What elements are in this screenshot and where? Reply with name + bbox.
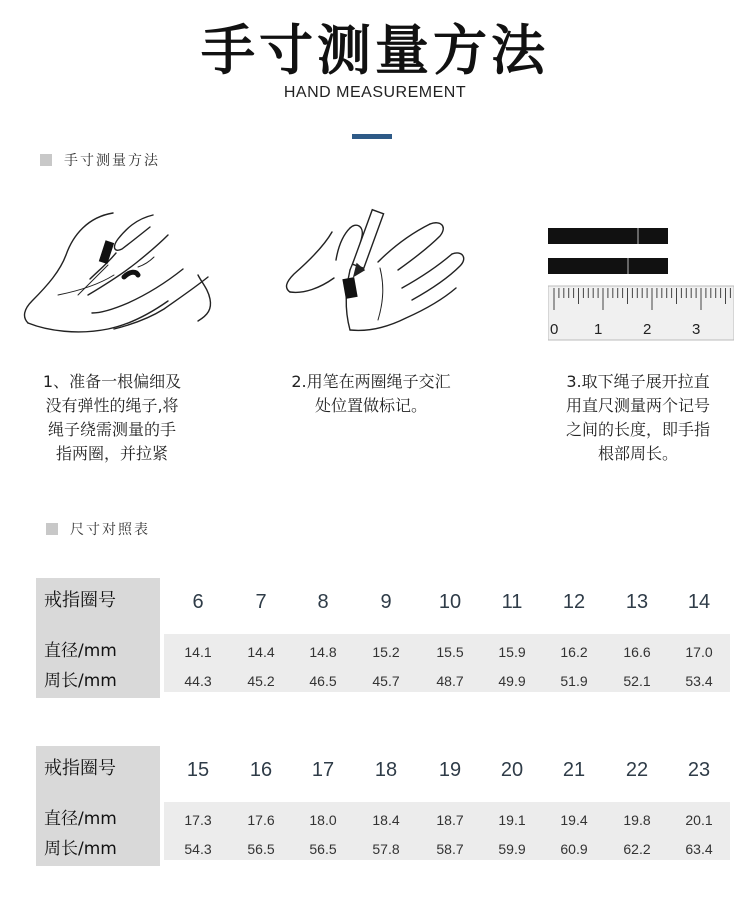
- ruler-illustration: [548, 222, 734, 342]
- circumference-cell: 56.5: [309, 841, 337, 857]
- diameter-cell: 14.1: [184, 644, 212, 660]
- circumference-cell: 52.1: [623, 673, 651, 689]
- circumference-cell: 44.3: [184, 673, 212, 689]
- step-line: 3.取下绳子展开拉直: [566, 372, 710, 391]
- circumference-label: 周长/mm: [44, 671, 117, 691]
- step-2-text: [268, 370, 474, 418]
- string-strip-bottom: [548, 258, 668, 274]
- circumference-cell: 49.9: [498, 673, 526, 689]
- page-title: 手寸测量方法: [201, 19, 549, 82]
- ring-size-cell: 9: [380, 591, 392, 613]
- step-line: 1、准备一根偏细及: [42, 372, 182, 391]
- circumference-cell: 63.4: [685, 841, 713, 857]
- circumference-cell: 45.7: [372, 673, 400, 689]
- ring-size-cell: 11: [501, 591, 523, 613]
- circumference-cell: 46.5: [309, 673, 337, 689]
- ring-size-cell: 8: [317, 591, 329, 613]
- circumference-cell: 54.3: [184, 841, 212, 857]
- diameter-cell: 17.3: [184, 812, 212, 828]
- circumference-label: 周长/mm: [44, 839, 117, 859]
- section-heading-method: [40, 150, 160, 170]
- diameter-label: 直径/mm: [44, 809, 117, 829]
- ruler-label: 1: [594, 321, 603, 338]
- circumference-cell: 57.8: [372, 841, 400, 857]
- ring-size-cell: 20: [500, 759, 524, 781]
- diameter-cell: 14.8: [309, 644, 337, 660]
- section-heading-size-chart: [46, 519, 150, 539]
- diameter-cell: 19.8: [623, 812, 651, 828]
- diameter-cell: 15.9: [498, 644, 526, 660]
- step-line: 2.用笔在两圈绳子交汇: [291, 372, 451, 391]
- section-heading-label: 手寸测量方法: [64, 153, 160, 169]
- circumference-cell: 51.9: [560, 673, 588, 689]
- step-line: 没有弹性的绳子,将: [45, 396, 179, 415]
- section-heading-label: 尺寸对照表: [70, 522, 150, 538]
- diameter-cell: 18.4: [372, 812, 400, 828]
- diameter-cell: 18.0: [309, 812, 337, 828]
- ring-size-cell: 17: [311, 759, 335, 781]
- diameter-cell: 20.1: [685, 812, 713, 828]
- accent-bar: [352, 134, 392, 139]
- circumference-cell: 56.5: [247, 841, 275, 857]
- diameter-cell: 19.4: [560, 812, 588, 828]
- diameter-cell: 18.7: [436, 812, 464, 828]
- circumference-cell: 59.9: [498, 841, 526, 857]
- diameter-cell: 15.5: [436, 644, 464, 660]
- square-bullet-icon: [40, 154, 52, 166]
- circumference-cell: 53.4: [685, 673, 713, 689]
- ring-size-cell: 16: [249, 759, 273, 781]
- ruler-label: 2: [643, 321, 652, 338]
- ring-size-cell: 18: [374, 759, 398, 781]
- diameter-cell: 16.6: [623, 644, 651, 660]
- diameter-cell: 17.6: [247, 812, 275, 828]
- diameter-label: 直径/mm: [44, 641, 117, 661]
- square-bullet-icon: [46, 523, 58, 535]
- step-1-text: [14, 370, 210, 466]
- circumference-cell: 45.2: [247, 673, 275, 689]
- ring-size-cell: 23: [687, 759, 711, 781]
- step-line: 处位置做标记。: [314, 396, 427, 415]
- hand-pen-mark-illustration: [280, 208, 470, 353]
- string-strip-top: [548, 228, 668, 244]
- ring-size-cell: 12: [562, 591, 586, 613]
- ring-size-cell: 7: [255, 591, 267, 613]
- circumference-cell: 62.2: [623, 841, 651, 857]
- step-line: 指两圈，并拉紧: [55, 444, 168, 463]
- step-line: 绳子绕需测量的手: [47, 420, 176, 439]
- size-label: 戒指圈号: [44, 590, 116, 611]
- diameter-cell: 19.1: [498, 812, 526, 828]
- ring-size-cell: 6: [192, 591, 204, 613]
- diameter-cell: 15.2: [372, 644, 400, 660]
- ruler-label: 0: [550, 321, 559, 338]
- diameter-cell: 16.2: [560, 644, 588, 660]
- ruler-label: 3: [692, 321, 701, 338]
- ring-size-cell: 10: [438, 591, 462, 613]
- table-header-box: [36, 746, 160, 866]
- diameter-cell: 14.4: [247, 644, 275, 660]
- diameter-cell: 17.0: [685, 644, 713, 660]
- table-header-box: [36, 578, 160, 698]
- circumference-cell: 58.7: [436, 841, 464, 857]
- ring-size-cell: 22: [625, 759, 649, 781]
- ring-size-cell: 19: [438, 759, 462, 781]
- circumference-cell: 60.9: [560, 841, 588, 857]
- ring-size-cell: 13: [625, 591, 649, 613]
- step-line: 根部周长。: [597, 444, 678, 463]
- circumference-cell: 48.7: [436, 673, 464, 689]
- step-3-text: [540, 370, 736, 466]
- step-line: 用直尺测量两个记号: [565, 396, 710, 415]
- hand-wrap-string-illustration: [18, 205, 218, 350]
- ring-size-cell: 15: [186, 759, 210, 781]
- page-subtitle: HAND MEASUREMENT: [283, 84, 467, 101]
- step-line: 之间的长度，即手指: [565, 420, 710, 439]
- ring-size-cell: 14: [687, 591, 711, 613]
- size-label: 戒指圈号: [44, 758, 116, 779]
- ring-size-cell: 21: [562, 759, 586, 781]
